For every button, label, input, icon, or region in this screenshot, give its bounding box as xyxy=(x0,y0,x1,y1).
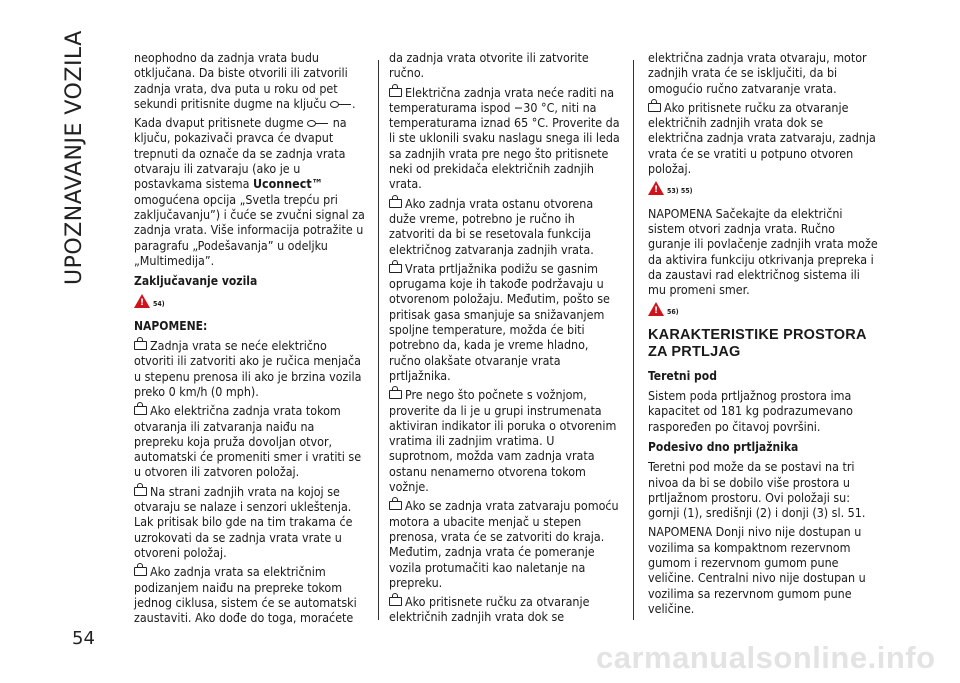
paragraph: NAPOMENA Donji nivo nije dostupan u vozilima sa kompaktnom rezervnom gumom i rezervnom gumom pune veličine. Centralni nivo nije dostupan u vozilima sa rezervnom gumom pune veličine. xyxy=(648,524,866,616)
note-item: Na strani zadnjih vrata na kojoj se otvaraju se nalaze i senzori ukleštenja. Lak pritisak bilo gde na tim trakama će uzrokovati da se zadnja vrata vrate u otvoreni položaj. xyxy=(134,483,353,560)
paragraph: električna zadnja vrata otvaraju, motor zadnjih vrata će se isključiti, da bi omogućio ručno zatvaranje vrata. xyxy=(648,50,867,96)
subheading-notes: NAPOMENE: xyxy=(134,318,208,333)
note-item: Električna zadnja vrata neće raditi na temperaturama ispod −30 °C, niti na temperaturama iznad 65 °C. Proverite da li ste uklonili svaku naslagu snega ili leda sa zadnjih vrata pre nego što pritisnete neki od prekidača električnih zadnjih vrata. xyxy=(389,84,620,192)
note-item: Vrata prtljažnika podižu se gasnim oprugama koje ih takođe podržavaju u otvorenom položaju. Međutim, pošto se pritisak gasa smanjuje sa snižavanjem spoljne temperature, možda će biti potrebno da, kada je vreme hladno, ručno olakšate otvaranje vrata prtljažnika. xyxy=(389,260,610,383)
note-item: Ako se zadnja vrata zatvaraju pomoću motora a ubacite menjač u stepen prenosa, vrata će se zatvoriti do kraja. Međutim, zadnja vrata će pomeranje vozila protumačiti kao naletanje na prepreku. xyxy=(389,498,619,590)
note-item: Ako električna zadnja vrata tokom otvaranja ili zatvaranja naiđu na prepreku koja pruža dovoljan otvor, automatski će promeniti smer i vratiti se u otvoren ili zatvoren položaj. xyxy=(134,403,362,480)
paragraph: Teretni pod može da se postavi na tri nivoa da bi se dobilo više prostora u prtljažnom prostoru. Ovi položaji su: gornji (1), središnji (2) i donji (3) sl. 51. xyxy=(648,459,866,521)
note-icon xyxy=(134,487,147,496)
note-item: Ako zadnja vrata sa električnim podizanjem naiđu na prepreke tokom jednog ciklusa, sistem će se automatski zaustaviti. Ako dođe do toga, moraćete xyxy=(134,564,357,626)
note-icon xyxy=(389,88,402,97)
column-divider xyxy=(378,60,379,620)
key-icon xyxy=(330,101,352,108)
warning-reference: ! 54) xyxy=(134,293,366,308)
note-icon xyxy=(134,406,147,415)
key-icon xyxy=(307,120,329,127)
section-title: UPOZNAVANJE VOZILA xyxy=(62,30,87,285)
warning-reference: ! 53) 55) xyxy=(648,180,880,195)
paragraph: Sistem poda prtljažnog prostora ima kapacitet od 181 kg podrazumevano raspoređen po čitavoj površini. xyxy=(648,388,853,434)
subheading-adjustable-floor: Podesivo dno prtljažnika xyxy=(648,439,799,454)
note-item: Pre nego što počnete s vožnjom, proverite da li je u grupi instrumenata aktiviran indikator ili poruka o otvorenim vratima ili zadnjim vratima. U suprotnom, možda vam zadnja vrata ostanu nenamerno otvorena tokom vožnje. xyxy=(389,387,617,495)
text-column-1 xyxy=(134,50,366,629)
warning-reference: ! 56) xyxy=(648,301,880,316)
note-icon xyxy=(389,264,402,273)
note-item: Ako pritisnete ručku za otvaranje električnih zadnjih vrata dok se električna zadnja vrata zatvaraju, zadnja vrata će se vratiti u potpuno otvoren položaj. xyxy=(648,99,876,177)
paragraph: Kada dvaput pritisnete dugme na ključu, pokazivači pravca će dvaput trepnuti da označe da se zadnja vrata otvaraju ili zatvaraju (ako je u postavkama sistema Uconnect™ omogućena opcija „Svetla trepću pri zaključavanju”) i čuće se zvučni signal za zadnja vrata. Više informacija potražite u paragrafu „Podešavanja” u odeljku „Multimedija”. xyxy=(134,115,365,268)
note-icon xyxy=(134,567,147,576)
note-icon xyxy=(648,103,661,112)
note-item: Zadnja vrata se neće električno otvoriti ili zatvoriti ako je ručica menjača u stepenu prenosa ili ako je brzina vozila preko 0 km/h (0 mph). xyxy=(134,338,362,399)
note-icon xyxy=(134,341,147,350)
text-column-2 xyxy=(389,50,621,629)
note-item: Ako pritisnete ručku za otvaranje električnih zadnjih vrata dok se xyxy=(389,594,590,625)
text-column-3 xyxy=(648,50,880,620)
paragraph: da zadnja vrata otvorite ili zatvorite ručno. xyxy=(389,50,589,81)
section-heading-cargo: KARAKTERISTIKE PROSTORA ZA PRTLJAG xyxy=(648,326,867,360)
note-icon xyxy=(389,390,402,399)
note-icon xyxy=(389,501,402,510)
watermark: carmanualsonline.info xyxy=(596,640,936,675)
page-number: 54 xyxy=(72,628,95,649)
note-icon xyxy=(389,199,402,208)
warning-icon xyxy=(648,181,664,195)
paragraph: neophodno da zadnja vrata budu otključana. Da biste otvorili ili zatvorili zadnja vrata, dva puta u roku od pet sekundi pritisnite dugme na ključu . xyxy=(134,50,356,111)
subheading-cargo-floor: Teretni pod xyxy=(648,368,717,383)
column-divider xyxy=(633,60,634,620)
subheading-vehicle-locking: Zaključavanje vozila xyxy=(134,274,258,289)
note-item: Ako zadnja vrata ostanu otvorena duže vreme, potrebno je ručno ih zatvoriti da bi se resetovala funkcija električnog zatvaranja zadnjih vrata. xyxy=(389,195,594,257)
paragraph: NAPOMENA Sačekajte da električni sistem otvori zadnja vrata. Ručno guranje ili povlačenje zadnjih vrata može da aktivira funkciju otkrivanja prepreka i da zaustavi rad električnog sistema ili mu promeni smer. xyxy=(648,205,878,298)
warning-icon xyxy=(134,294,150,308)
warning-icon xyxy=(648,302,664,316)
note-icon xyxy=(389,597,402,606)
